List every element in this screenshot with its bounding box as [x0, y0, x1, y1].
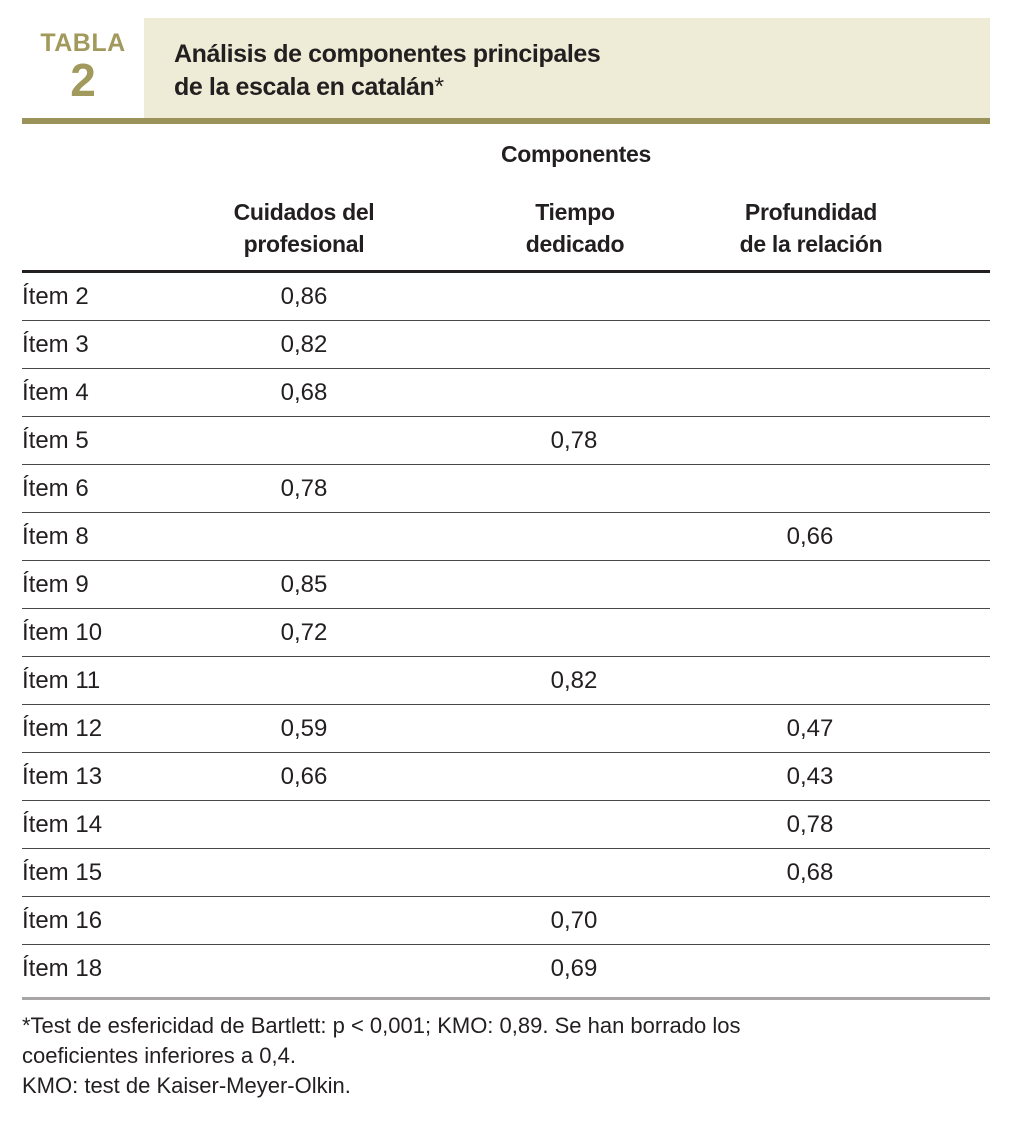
- footnote-divider: [22, 997, 990, 1000]
- table-row: [22, 609, 990, 657]
- title-line-2: [174, 71, 600, 104]
- table-row: [22, 273, 990, 321]
- title-banner: [144, 18, 990, 118]
- title-asterisk: *: [434, 73, 444, 101]
- item-label: Ítem 2: [22, 283, 89, 310]
- table-body: [22, 273, 990, 992]
- title-line-1: Análisis de componentes principales: [174, 40, 601, 68]
- table-row: [22, 705, 990, 753]
- column-header-profundidad: [690, 196, 932, 260]
- loading-profundidad: 0,68: [786, 859, 834, 886]
- table-title: [174, 38, 600, 104]
- item-label: Ítem 4: [22, 379, 89, 406]
- column-header-tiempo: [470, 196, 680, 260]
- loading-profundidad: 0,47: [786, 715, 834, 742]
- table-row: [22, 657, 990, 705]
- loading-cuidados: 0,78: [280, 475, 328, 502]
- item-label: Ítem 11: [22, 667, 101, 694]
- item-label: Ítem 6: [22, 475, 89, 502]
- column-header-cuidados: [196, 196, 412, 260]
- table-row: [22, 945, 990, 992]
- table-row: [22, 801, 990, 849]
- column-header-line: dedicado: [525, 231, 625, 257]
- item-label: Ítem 14: [22, 811, 103, 838]
- loading-tiempo: 0,82: [550, 667, 598, 694]
- table-row: [22, 561, 990, 609]
- footnote-line-1: *Test de esfericidad de Bartlett: p < 0,001; KMO: 0,89. Se han borrado los: [22, 1013, 741, 1038]
- loading-cuidados: 0,72: [280, 619, 328, 646]
- item-label: Ítem 5: [22, 427, 89, 454]
- loading-cuidados: 0,59: [280, 715, 328, 742]
- components-group-header: Componentes: [500, 141, 652, 167]
- table-row: [22, 465, 990, 513]
- table-header: [22, 18, 990, 118]
- table-row: [22, 849, 990, 897]
- item-label: Ítem 18: [22, 955, 103, 982]
- loading-cuidados: 0,66: [280, 763, 328, 790]
- loading-tiempo: 0,69: [550, 955, 598, 982]
- title-line-2-text: de la escala en catalán: [174, 73, 435, 101]
- item-label: Ítem 10: [22, 619, 103, 646]
- item-label: Ítem 15: [22, 859, 103, 886]
- loading-profundidad: 0,43: [786, 763, 834, 790]
- loading-cuidados: 0,85: [280, 571, 328, 598]
- loading-tiempo: 0,70: [550, 907, 598, 934]
- loading-cuidados: 0,82: [280, 331, 328, 358]
- item-label: Ítem 9: [22, 571, 89, 598]
- table-row: [22, 513, 990, 561]
- item-label: Ítem 8: [22, 523, 89, 550]
- item-label: Ítem 12: [22, 715, 103, 742]
- tabla-label: TABLA: [40, 29, 126, 57]
- table-row: [22, 753, 990, 801]
- loading-cuidados: 0,86: [280, 283, 328, 310]
- table-number-badge: [22, 18, 144, 118]
- item-label: Ítem 13: [22, 763, 103, 790]
- footnote: [22, 1011, 990, 1101]
- header-divider: [22, 118, 990, 124]
- loading-profundidad: 0,66: [786, 523, 834, 550]
- footnote-line-2: coeficientes inferiores a 0,4.: [22, 1043, 296, 1068]
- item-label: Ítem 3: [22, 331, 89, 358]
- loading-tiempo: 0,78: [550, 427, 598, 454]
- table-row: [22, 321, 990, 369]
- column-header-line: de la relación: [739, 231, 883, 257]
- tabla-number: 2: [70, 54, 96, 106]
- table-row: [22, 897, 990, 945]
- column-header-line: Tiempo: [535, 199, 615, 225]
- column-header-line: Profundidad: [744, 199, 878, 225]
- column-header-line: Cuidados del: [233, 199, 375, 225]
- item-label: Ítem 16: [22, 907, 103, 934]
- loading-cuidados: 0,68: [280, 379, 328, 406]
- table-row: [22, 369, 990, 417]
- column-header-line: profesional: [243, 231, 365, 257]
- loading-profundidad: 0,78: [786, 811, 834, 838]
- footnote-line-3: KMO: test de Kaiser-Meyer-Olkin.: [22, 1073, 351, 1098]
- table-row: [22, 417, 990, 465]
